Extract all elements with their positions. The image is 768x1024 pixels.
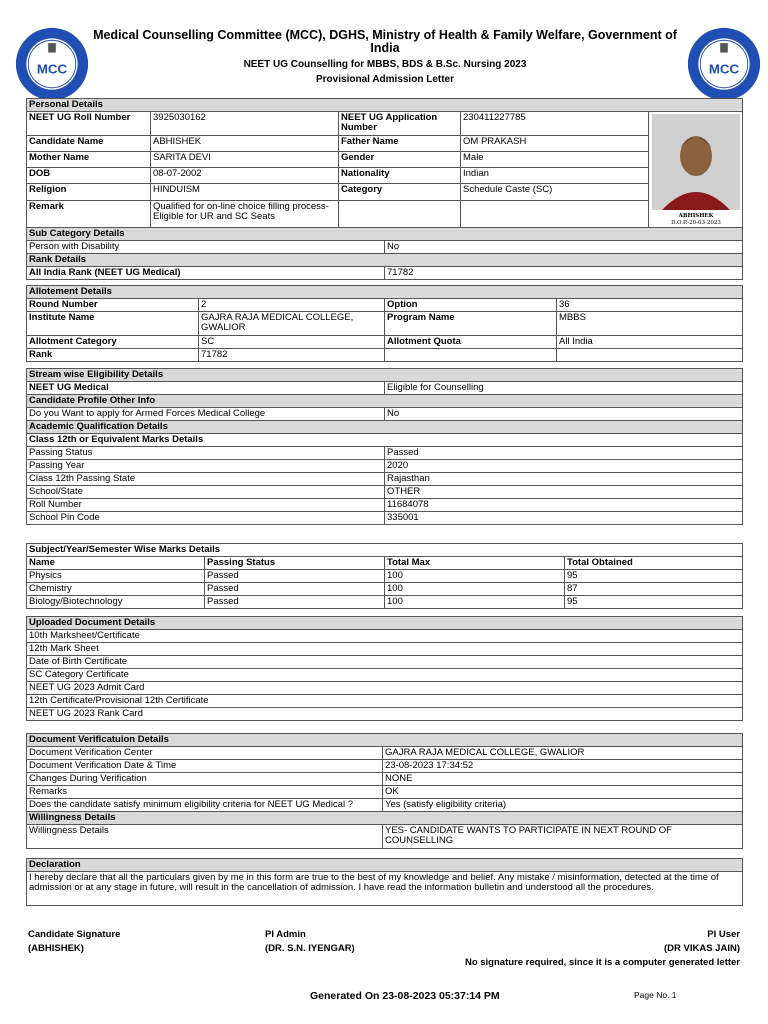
org-title: Medical Counselling Committee (MCC), DGHS, Ministry of Health & Family Welfare, Government of India: [93, 28, 677, 55]
declaration-text: I hereby declare that all the particulars given by me in this form are true to the best of my knowledge and belief. Any mistake / misinformation, detected at the time of admission or at any stage in future, will result in the cancellation of admission. I have read the information bulletin and understood all the procedures.: [27, 872, 743, 906]
verification-label: Document Verification Center: [27, 747, 383, 760]
candidate-signature-block: [28, 928, 120, 956]
institute-label: Institute Name: [27, 312, 199, 336]
marks-header: Total Obtained: [565, 557, 743, 570]
section-allotment: Allotement Details: [27, 286, 743, 299]
subcategory-rank-table: [26, 227, 743, 280]
mother-name-value: SARITA DEVI: [151, 152, 339, 168]
subject-name: Physics: [27, 570, 205, 583]
academic-label: Class 12th Passing State: [27, 473, 385, 486]
table-row: [27, 583, 743, 596]
pi-user-name: (DR VIKAS JAIN): [663, 943, 740, 954]
marks-header: Passing Status: [205, 557, 385, 570]
institute-value: GAJRA RAJA MEDICAL COLLEGE, GWALIOR: [199, 312, 385, 336]
table-row: [27, 460, 743, 473]
gender-value: Male: [461, 152, 649, 168]
verification-label: Changes During Verification: [27, 773, 383, 786]
table-row: [27, 773, 743, 786]
table-row: [27, 747, 743, 760]
pi-user-block: [465, 928, 740, 970]
list-item: NEET UG 2023 Admit Card: [27, 682, 743, 695]
academic-value: 335001: [385, 512, 743, 525]
verification-value: 23-08-2023 17:34:52: [383, 760, 743, 773]
list-item: 12th Mark Sheet: [27, 643, 743, 656]
pi-user-title: PI User: [707, 929, 740, 940]
category-label: Category: [339, 184, 461, 200]
generated-on: Generated On 23-08-2023 05:37:14 PM: [310, 990, 500, 1002]
stream-value: Eligible for Counselling: [385, 382, 743, 395]
list-item: NEET UG 2023 Rank Card: [27, 708, 743, 721]
list-item: Date of Birth Certificate: [27, 656, 743, 669]
armed-forces-label: Do you Want to apply for Armed Forces Medical College: [27, 408, 385, 421]
section-profile: Candidate Profile Other Info: [27, 395, 743, 408]
verification-value: NONE: [383, 773, 743, 786]
allotment-quota-value: All India: [557, 336, 743, 349]
mcc-logo-right: [686, 26, 762, 102]
academic-label: Passing Year: [27, 460, 385, 473]
counselling-subtitle: NEET UG Counselling for MBBS, BDS & B.Sc. Nursing 2023: [243, 59, 527, 70]
academic-value: 11684078: [385, 499, 743, 512]
table-row: [27, 760, 743, 773]
list-item: 12th Certificate/Provisional 12th Certificate: [27, 695, 743, 708]
pi-admin-block: [265, 928, 355, 956]
verification-label: Remarks: [27, 786, 383, 799]
marks-title: Subject/Year/Semester Wise Marks Details: [27, 544, 743, 557]
table-row: [27, 499, 743, 512]
section-willingness: Willingness Details: [27, 812, 743, 825]
verification-value: Yes (satisfy eligibility criteria): [383, 799, 743, 812]
total-max: 100: [385, 596, 565, 609]
letter-header: [80, 29, 690, 86]
disability-label: Person with Disability: [27, 241, 385, 254]
option-value: 36: [557, 299, 743, 312]
marks-header: Total Max: [385, 557, 565, 570]
program-value: MBBS: [557, 312, 743, 336]
table-row: [27, 447, 743, 460]
mcc-logo-left: [14, 26, 90, 102]
gender-label: Gender: [339, 152, 461, 168]
academic-label: School Pin Code: [27, 512, 385, 525]
table-row: [27, 570, 743, 583]
subject-name: Chemistry: [27, 583, 205, 596]
section-rank: Rank Details: [27, 254, 743, 267]
subject-name: Biology/Biotechnology: [27, 596, 205, 609]
program-label: Program Name: [385, 312, 557, 336]
verification-label: Does the candidate satisfy minimum eligibility criteria for NEET UG Medical ?: [27, 799, 383, 812]
svg-text:ABHISHEK: ABHISHEK: [678, 213, 713, 219]
pi-admin-name: (DR. S.N. IYENGAR): [265, 943, 355, 954]
candidate-name-value: ABHISHEK: [151, 136, 339, 152]
religion-label: Religion: [27, 184, 151, 200]
candidate-photo: [652, 114, 740, 226]
willingness-label: Willingness Details: [27, 825, 383, 849]
section-academic: Academic Qualification Details: [27, 421, 743, 434]
total-obtained: 95: [565, 570, 743, 583]
table-row: [27, 473, 743, 486]
passing-status: Passed: [205, 596, 385, 609]
verification-label: Document Verification Date & Time: [27, 760, 383, 773]
list-item: 10th Marksheet/Certificate: [27, 630, 743, 643]
verification-table: [26, 733, 743, 849]
section-documents: Uploaded Document Details: [27, 617, 743, 630]
allotment-category-value: SC: [199, 336, 385, 349]
page-number: Page No. 1: [634, 990, 677, 1000]
mother-name-label: Mother Name: [27, 152, 151, 168]
photo-cell: [649, 112, 743, 229]
round-value: 2: [199, 299, 385, 312]
list-item: SC Category Certificate: [27, 669, 743, 682]
verification-value: GAJRA RAJA MEDICAL COLLEGE, GWALIOR: [383, 747, 743, 760]
total-max: 100: [385, 583, 565, 596]
religion-value: HINDUISM: [151, 184, 339, 200]
father-name-label: Father Name: [339, 136, 461, 152]
allotment-table: [26, 285, 743, 362]
passing-status: Passed: [205, 583, 385, 596]
passing-status: Passed: [205, 570, 385, 583]
academic-value: Rajasthan: [385, 473, 743, 486]
academic-value: OTHER: [385, 486, 743, 499]
section-stream: Stream wise Eligibility Details: [27, 369, 743, 382]
pi-admin-title: PI Admin: [265, 929, 306, 940]
candidate-name-label: Candidate Name: [27, 136, 151, 152]
section-subcategory: Sub Category Details: [27, 228, 743, 241]
uploaded-documents-table: [26, 616, 743, 721]
section-personal: Personal Details: [27, 99, 743, 112]
application-label: NEET UG Application Number: [339, 112, 461, 136]
academic-value: 2020: [385, 460, 743, 473]
table-row: [27, 786, 743, 799]
personal-details-table: [26, 98, 743, 229]
marks-table: [26, 543, 743, 609]
section-verification: Document Verificatuion Details: [27, 734, 743, 747]
table-row: [27, 596, 743, 609]
candidate-signature-name: (ABHISHEK): [28, 943, 84, 954]
svg-text:MCC: MCC: [708, 61, 740, 77]
remark-value: Qualified for on-line choice filling process-Eligible for UR and SC Seats: [151, 200, 339, 228]
allotment-rank-value: 71782: [199, 349, 385, 362]
air-label: All India Rank (NEET UG Medical): [27, 267, 385, 280]
dob-label: DOB: [27, 168, 151, 184]
option-label: Option: [385, 299, 557, 312]
table-row: [27, 799, 743, 812]
air-value: 71782: [385, 267, 743, 280]
armed-forces-value: No: [385, 408, 743, 421]
section-declaration: Declaration: [27, 859, 743, 872]
verification-value: OK: [383, 786, 743, 799]
remark-label: Remark: [27, 200, 151, 228]
roll-label: NEET UG Roll Number: [27, 112, 151, 136]
father-name-value: OM PRAKASH: [461, 136, 649, 152]
svg-text:D.O.P.-20-03-2023: D.O.P.-20-03-2023: [670, 220, 721, 226]
academic-label: Passing Status: [27, 447, 385, 460]
allotment-quota-label: Allotment Quota: [385, 336, 557, 349]
nationality-value: Indian: [461, 168, 649, 184]
allotment-category-label: Allotment Category: [27, 336, 199, 349]
round-label: Round Number: [27, 299, 199, 312]
willingness-value: YES- CANDIDATE WANTS TO PARTICIPATE IN NEXT ROUND OF COUNSELLING: [383, 825, 743, 849]
marks-header: Name: [27, 557, 205, 570]
eligibility-academic-table: [26, 368, 743, 525]
academic-label: Roll Number: [27, 499, 385, 512]
dob-value: 08-07-2002: [151, 168, 339, 184]
application-value: 230411227785: [461, 112, 649, 136]
table-row: [27, 486, 743, 499]
nationality-label: Nationality: [339, 168, 461, 184]
document-title: Provisional Admission Letter: [316, 74, 454, 85]
academic-value: Passed: [385, 447, 743, 460]
computer-generated-note: No signature required, since it is a computer generated letter: [464, 957, 740, 968]
total-obtained: 87: [565, 583, 743, 596]
roll-value: 3925030162: [151, 112, 339, 136]
table-row: [27, 512, 743, 525]
allotment-rank-label: Rank: [27, 349, 199, 362]
stream-label: NEET UG Medical: [27, 382, 385, 395]
class12-subtitle: Class 12th or Equivalent Marks Details: [27, 434, 743, 447]
svg-text:MCC: MCC: [36, 61, 68, 77]
total-max: 100: [385, 570, 565, 583]
academic-label: School/State: [27, 486, 385, 499]
total-obtained: 95: [565, 596, 743, 609]
declaration-table: [26, 858, 743, 906]
disability-value: No: [385, 241, 743, 254]
candidate-signature-title: Candidate Signature: [28, 929, 121, 940]
category-value: Schedule Caste (SC): [461, 184, 649, 200]
